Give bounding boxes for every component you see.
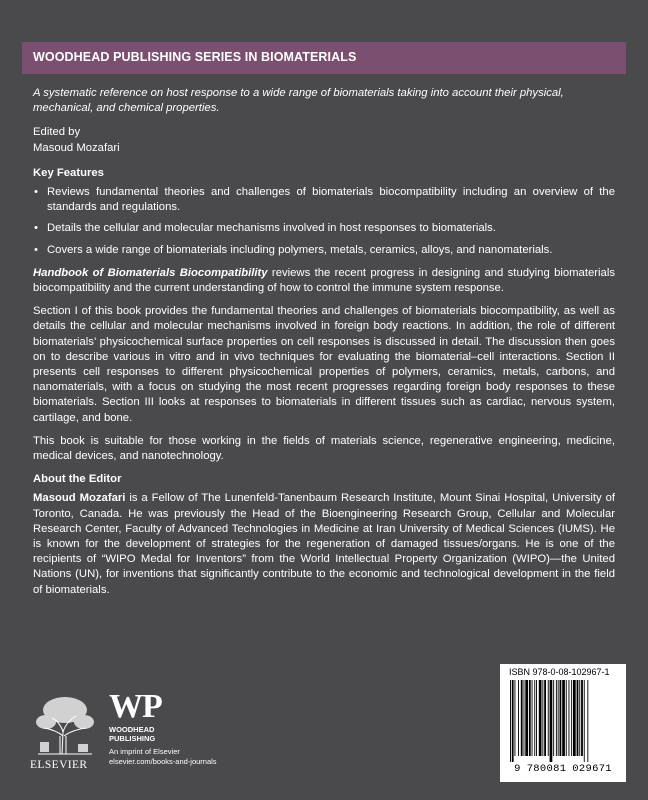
feature-item (33, 185, 615, 215)
barcode-bar (544, 680, 546, 756)
feature-item (33, 243, 615, 258)
barcode-bar (548, 680, 549, 756)
barcode-bar (542, 680, 543, 756)
isbn-label: ISBN 978-0-08-102967-1 (509, 667, 610, 677)
feature-text: Details the cellular and molecular mechanisms involved in host responses to biomaterials. (47, 222, 496, 235)
barcode-bar (536, 680, 537, 756)
barcode-bar (550, 680, 553, 762)
woodhead-publishing-name (109, 725, 155, 743)
summary-text: reviews the recent progress in designing and studying biomaterials biocompatibility and the current understanding of how to control the immune system response. (33, 266, 615, 295)
bullet-icon: • (34, 222, 38, 235)
about-editor-name: Masoud Mozafari (33, 492, 126, 505)
tagline: A systematic reference on host response to a wide range of biomaterials taking into account their physical, mechanical, and chemical properties. (33, 87, 564, 115)
barcode-bar (524, 680, 525, 756)
barcode-bar (510, 680, 511, 762)
barcode-bar (521, 680, 523, 756)
barcode-bar (584, 680, 585, 762)
barcode-bar (573, 680, 576, 756)
barcode-bar (515, 680, 516, 756)
bullet-icon: • (34, 186, 38, 199)
barcode-digit-group: 029671 (572, 763, 612, 775)
about-editor-paragraph (33, 491, 615, 597)
woodhead-wp-logo: WP (109, 688, 162, 725)
barcode-bar (562, 680, 565, 756)
barcode-bar (571, 680, 572, 756)
barcode-bar (579, 680, 580, 756)
wp-name-line1: WOODHEAD (109, 725, 155, 734)
key-features-heading: Key Features (33, 166, 104, 179)
isbn-barcode (500, 664, 626, 782)
audience-paragraph: This book is suitable for those working in the fields of materials science, regenerative engineering, medicine, medical devices, and nanotechnology. (33, 434, 615, 463)
book-title: Handbook of Biomaterials Biocompatibility (33, 266, 268, 279)
elsevier-wordmark: ELSEVIER (30, 759, 88, 771)
barcode-bar (525, 680, 528, 756)
barcode-digit-group: 9 (514, 763, 521, 775)
barcode-bar (558, 680, 559, 756)
barcode-bar (577, 680, 579, 756)
feature-item (33, 221, 615, 236)
summary-paragraph (33, 266, 615, 296)
barcode-bar (512, 680, 514, 762)
publisher-website: elsevier.com/books-and-journals (109, 756, 217, 766)
barcode-bars (510, 680, 618, 762)
barcode-bar (539, 680, 542, 756)
barcode-bar (566, 680, 567, 756)
feature-text: Covers a wide range of biomaterials including polymers, metals, ceramics, alloys, and nanomaterials. (47, 243, 553, 256)
barcode-bar (534, 680, 535, 756)
barcode-bar (518, 680, 519, 756)
editor-name: Masoud Mozafari (33, 141, 120, 154)
barcode-bar (587, 680, 588, 762)
barcode-digit-group: 780081 (526, 763, 567, 775)
elsevier-tree-logo-icon (32, 692, 98, 756)
barcode-bar (556, 680, 557, 756)
editor-credit (33, 125, 615, 155)
bullet-icon: • (34, 243, 38, 256)
wp-name-line2: PUBLISHING (109, 734, 156, 743)
sections-paragraph: Section I of this book provides the fundamental theories and challenges of biomaterials biocompatibility, as well as details the cellular and molecular mechanisms involved in foreign body reactions. In addition, the role of different biomaterials’ physicochemical surface properties on cell responses is discussed in detail. The discussion then goes on to describe various in vitro and in vivo techniques for evaluating the biomaterial–cell interactions. Section II presents cell responses to different physicochemical properties of polymers, ceramics, metals, carbons, and nanomaterials, with a focus on studying the most recent progresses regarding foreign body responses to these biomaterials. Section III looks at responses to biomaterials in different tissues such as cardiac, nervous system, cartilage, and bone. (33, 305, 615, 424)
barcode-bar (553, 680, 554, 756)
barcode-digits (502, 763, 624, 775)
series-title: WOODHEAD PUBLISHING SERIES IN BIOMATERIALS (33, 50, 357, 64)
series-banner (22, 42, 626, 74)
feature-text: Reviews fundamental theories and challenges of biomaterials biocompatibility including an overview of the standards and regulations. (47, 186, 615, 214)
imprint-info (109, 747, 217, 766)
key-features-list (33, 185, 615, 258)
edited-by-label: Edited by (33, 126, 81, 139)
about-editor-text: is a Fellow of The Lunenfeld-Tanenbaum Research Institute, Mount Sinai Hospital, University of Toronto, Canada. He was previously the Head of the Bioengineering Research Group, Cellular and Molecular Research Center, Faculty of Advanced Technologies in Medicine at Iran University of Medical Sciences (IUMS). He is known for the development of strategies for the regeneration of damaged tissues/organs. He is one of the recipients of “WIPO Medal for Inventors” from the World Intellectual Property Organization (WIPO)—the United Nations (UN), for inventions that significantly contribute to the economic and technological development in the field of biomaterials. (33, 492, 616, 596)
barcode-bar (569, 680, 570, 756)
barcode-bar (529, 680, 531, 756)
barcode-bar (560, 680, 562, 756)
imprint-line: An imprint of Elsevier (109, 747, 180, 756)
about-editor-heading: About the Editor (33, 473, 122, 486)
barcode-bar (581, 680, 583, 756)
barcode-bar (532, 680, 533, 756)
cover-text (33, 86, 615, 606)
